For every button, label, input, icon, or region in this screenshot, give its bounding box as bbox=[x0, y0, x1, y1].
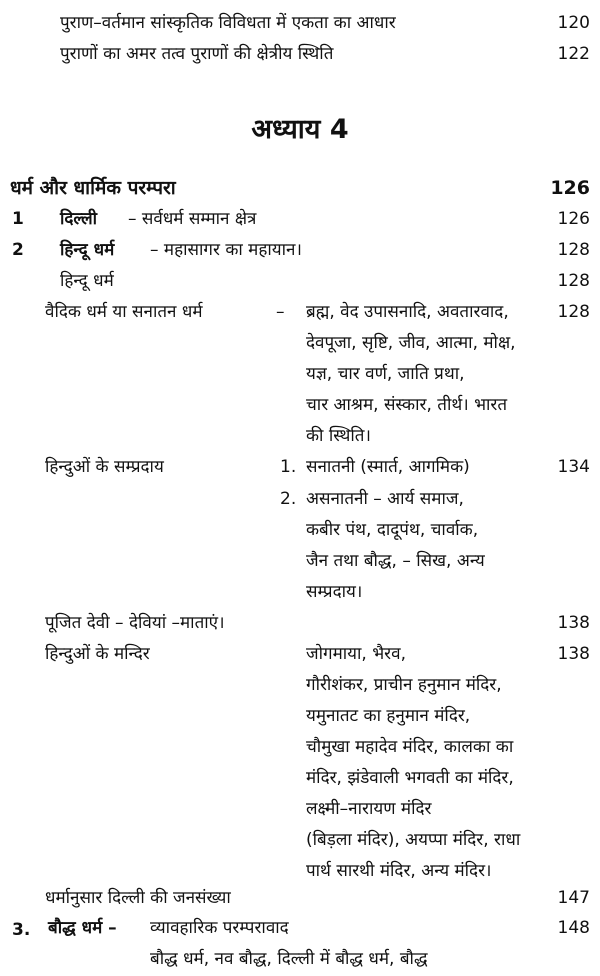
subentry-page: 138 bbox=[557, 613, 590, 633]
subentry-page: 128 bbox=[557, 271, 590, 291]
subentry-label: हिन्दुओं के सम्प्रदाय bbox=[45, 457, 164, 477]
subentry-detail-line: (बिड़ला मंदिर), अयप्पा मंदिर, राधा bbox=[306, 830, 521, 850]
subentry-detail-line: असनातनी – आर्य समाज, bbox=[306, 489, 464, 509]
item-number: 3. bbox=[12, 920, 31, 940]
subentry-label: हिन्दुओं के मन्दिर bbox=[45, 644, 150, 664]
subentry-detail-line: यमुनातट का हनुमान मंदिर, bbox=[306, 706, 471, 726]
subentry-detail-line: ब्रह्म, वेद उपासनादि, अवतारवाद, bbox=[306, 302, 509, 322]
subentry-detail-line: चौमुखा महादेव मंदिर, कालका का bbox=[306, 737, 514, 757]
subentry-detail-line: सनातनी (स्मार्त, आगमिक) bbox=[306, 457, 470, 477]
subentry-dash: – bbox=[276, 302, 285, 322]
item-title: दिल्ली bbox=[60, 209, 98, 229]
item-title: बौद्ध धर्म – bbox=[48, 918, 117, 938]
subentry-detail-line: यज्ञ, चार वर्ण, जाति प्रथा, bbox=[306, 364, 465, 384]
subentry-page: 128 bbox=[557, 302, 590, 322]
toc-entry-text: पुराणों का अमर तत्व पुराणों की क्षेत्रीय स्थिति bbox=[60, 44, 334, 64]
chapter-heading: अध्याय 4 bbox=[251, 114, 349, 145]
subentry-detail-line: पार्थ सारथी मंदिर, अन्य मंदिर। bbox=[306, 861, 492, 881]
subentry-detail-line: लक्ष्मी–नारायण मंदिर bbox=[306, 799, 432, 819]
subentry-detail-line: गौरीशंकर, प्राचीन हनुमान मंदिर, bbox=[306, 675, 502, 695]
subentry-page: 134 bbox=[557, 457, 590, 477]
subentry-label: वैदिक धर्म या सनातन धर्म bbox=[45, 302, 203, 322]
subentry-detail-line: जोगमाया, भैरव, bbox=[306, 644, 406, 664]
subentry-detail-line: कबीर पंथ, दादूपंथ, चार्वाक, bbox=[306, 520, 479, 540]
subentry-detail-line: चार आश्रम, संस्कार, तीर्थ। भारत bbox=[306, 395, 508, 415]
subentry-detail-line: जैन तथा बौद्ध, – सिख, अन्य bbox=[306, 551, 485, 571]
list-number: 1. bbox=[280, 457, 297, 477]
section-page: 126 bbox=[550, 177, 590, 199]
item-page: 128 bbox=[557, 240, 590, 260]
toc-entry-page: 120 bbox=[557, 13, 590, 33]
list-number: 2. bbox=[280, 489, 297, 509]
toc-entry-page: 122 bbox=[557, 44, 590, 64]
item-number: 2 bbox=[12, 240, 24, 260]
item-page: 148 bbox=[557, 918, 590, 938]
subentry-label: धर्मानुसार दिल्ली की जनसंख्या bbox=[45, 888, 231, 908]
item-page: 126 bbox=[557, 209, 590, 229]
subentry-detail-line: मंदिर, झंडेवाली भगवती का मंदिर, bbox=[306, 768, 514, 788]
item-desc: व्यावहारिक परम्परावाद bbox=[150, 918, 289, 938]
item-number: 1 bbox=[12, 209, 24, 229]
subentry-page: 138 bbox=[557, 644, 590, 664]
subentry-detail-line: देवपूजा, सृष्टि, जीव, आत्मा, मोक्ष, bbox=[306, 333, 516, 353]
item-detail-line: बौद्ध धर्म, नव बौद्ध, दिल्ली में बौद्ध धर्म, बौद्ध bbox=[150, 949, 428, 969]
subentry-detail-line: सम्प्रदाय। bbox=[306, 582, 363, 602]
subentry-page: 147 bbox=[557, 888, 590, 908]
subentry-label: हिन्दू धर्म bbox=[60, 271, 114, 291]
item-desc: – सर्वधर्म सम्मान क्षेत्र bbox=[128, 209, 257, 229]
subentry-detail-line: की स्थिति। bbox=[306, 426, 371, 446]
subentry-label: पूजित देवी – देवियां –माताएं। bbox=[45, 613, 225, 633]
item-desc: – महासागर का महायान। bbox=[150, 240, 302, 260]
toc-entry-text: पुराण–वर्तमान सांस्कृतिक विविधता में एकता का आधार bbox=[60, 13, 396, 33]
item-title: हिन्दू धर्म bbox=[60, 240, 115, 260]
section-title: धर्म और धार्मिक परम्परा bbox=[10, 177, 176, 199]
